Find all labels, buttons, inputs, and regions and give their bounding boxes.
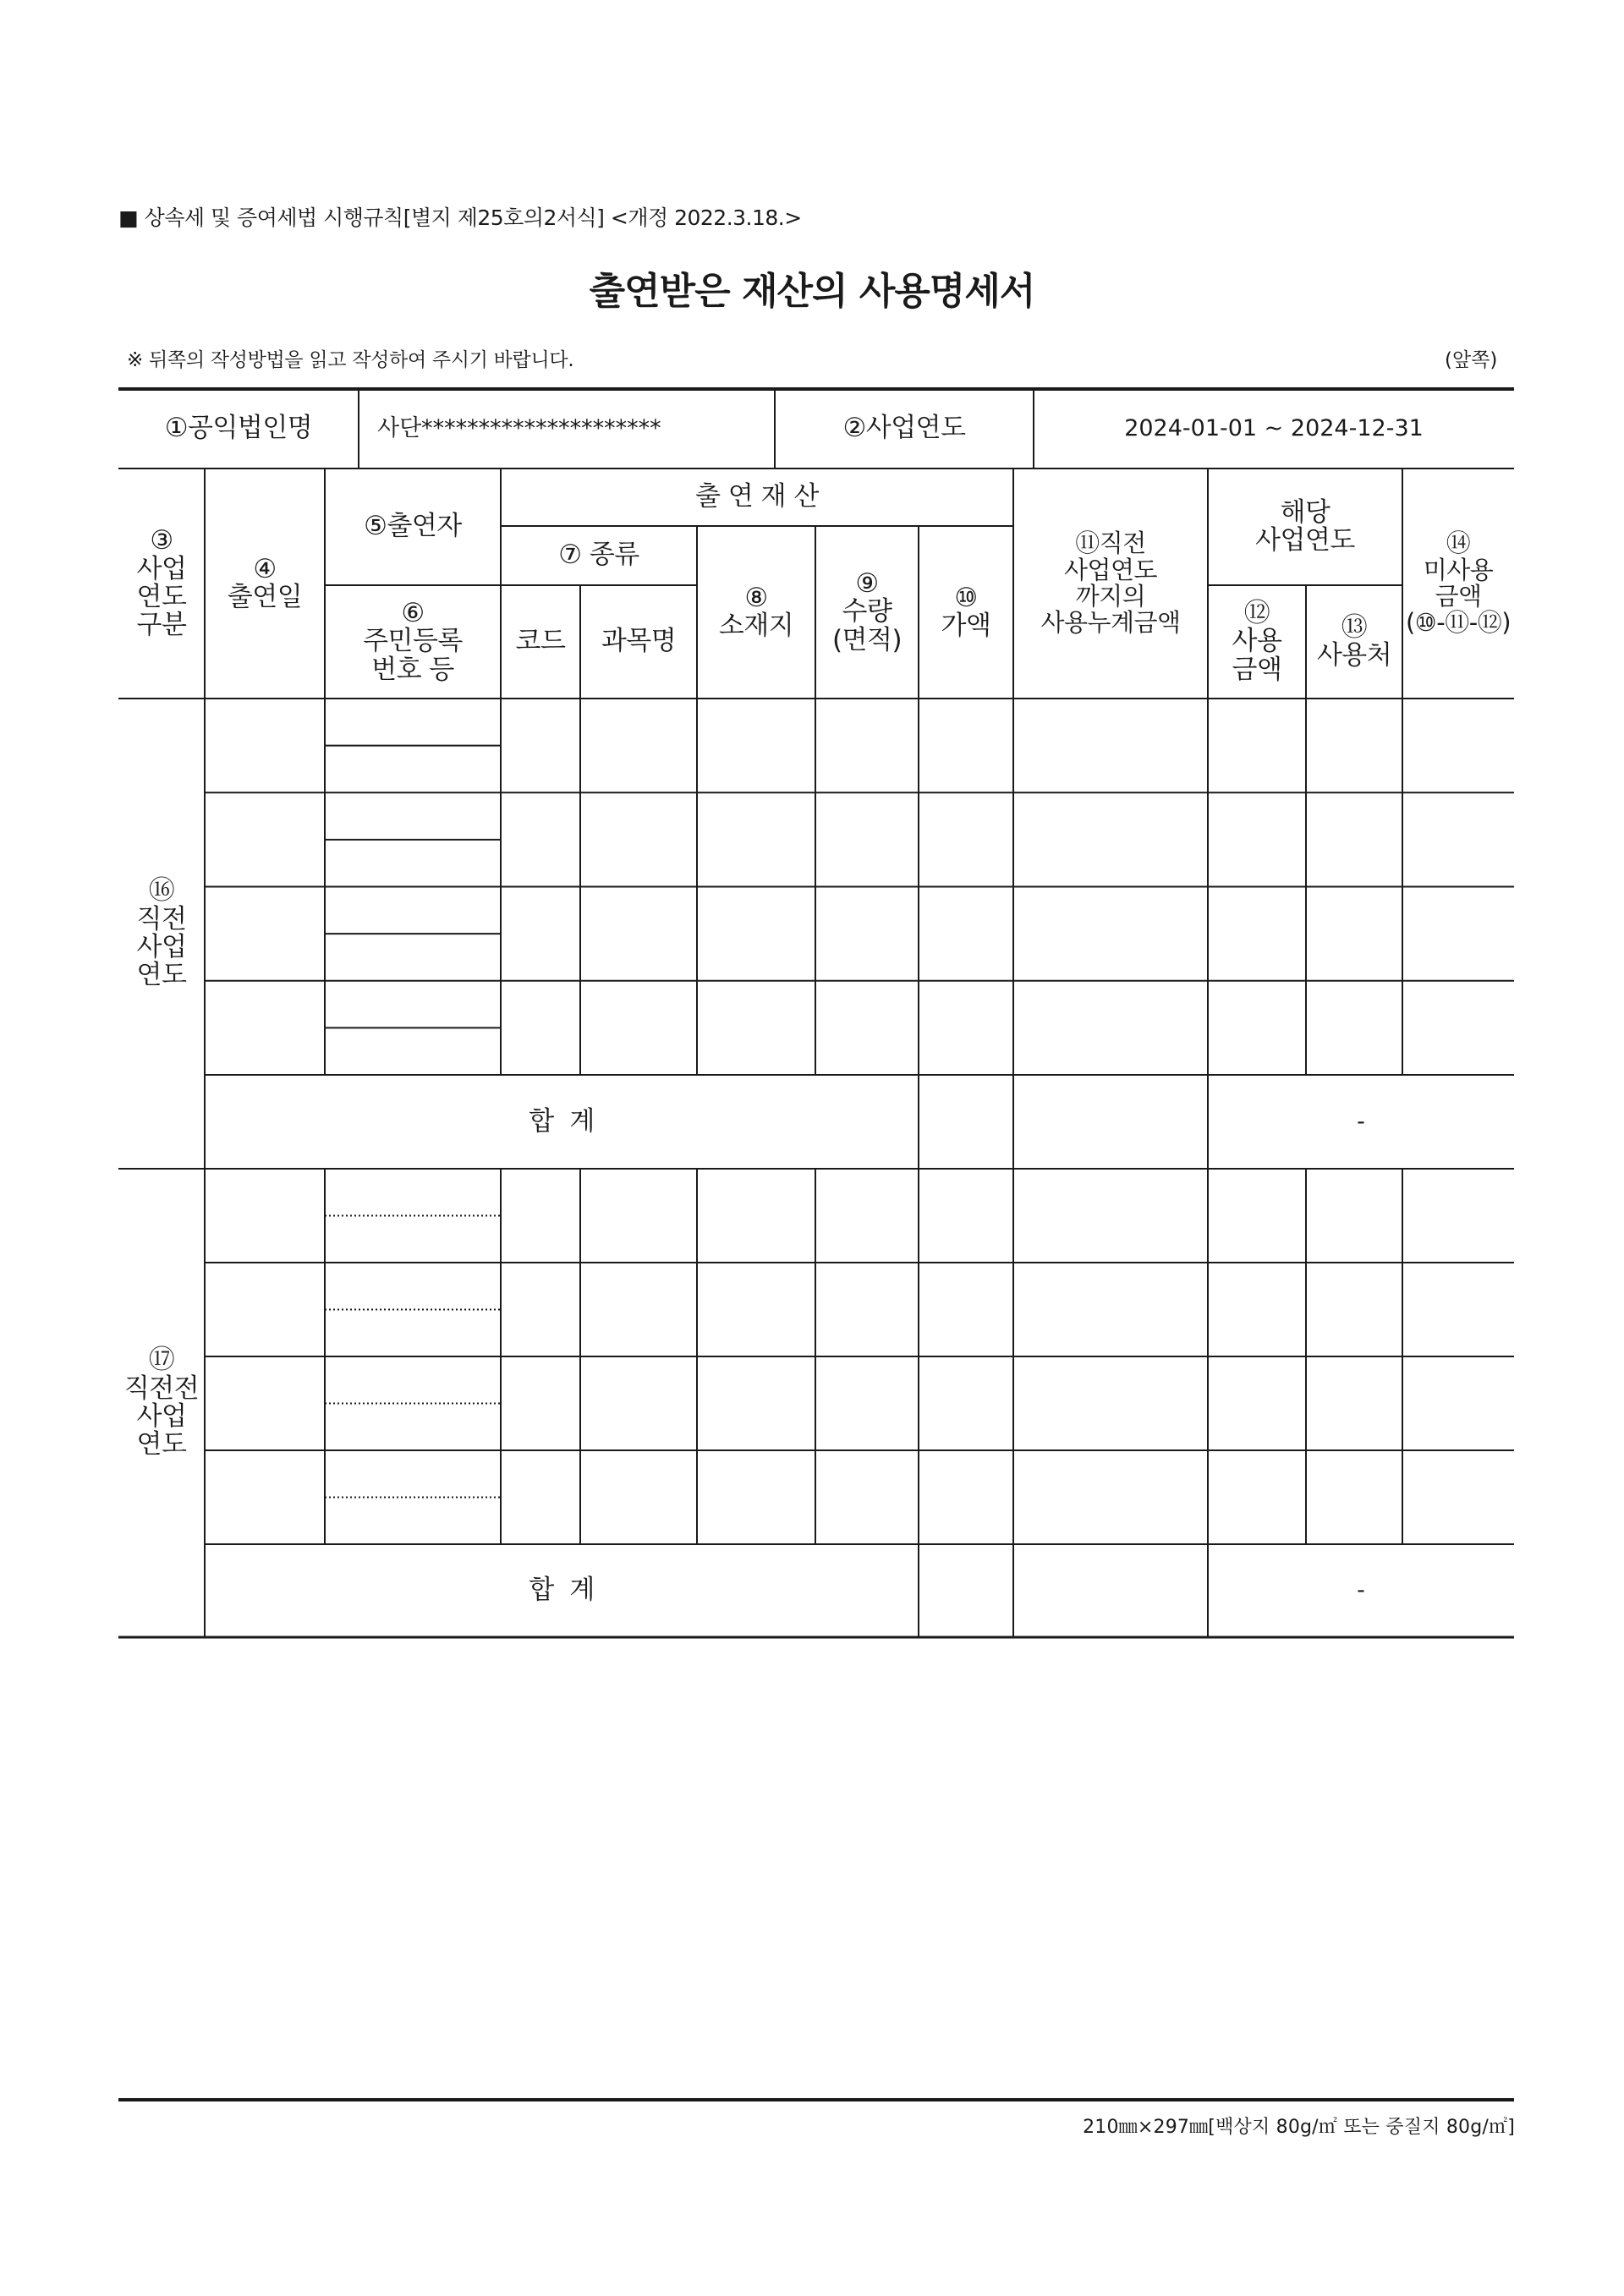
document-title: 출연받은 재산의 사용명세서 [589, 270, 1035, 313]
section-prior-year-total-label: 합 계 [529, 1105, 595, 1137]
header-used-for: ⑬ 사용처 [1316, 611, 1392, 671]
header-unused-amount: ⑭ 미사용 금액 (⑩-⑪-⑫) [1405, 529, 1512, 638]
header-contribution-date: ④ 출연일 [227, 553, 303, 612]
section-prior-year-total-unused[interactable]: - [1357, 1108, 1365, 1135]
section-prior-year-label: ⑯ 직전 사업 연도 [136, 875, 187, 991]
header-value: ⑩ 가액 [941, 582, 991, 641]
page-side-label: (앞쪽) [1445, 349, 1498, 371]
header-amount-used: ⑫ 사용 금액 [1232, 597, 1282, 685]
header-prior-cumulative-use: ⑪직전 사업연도 까지의 사용누계금액 [1040, 529, 1181, 638]
corp-name-value[interactable]: 사단********************* [377, 415, 661, 442]
header-resident-number: ⑥ 주민등록 번호 등 [363, 597, 463, 685]
header-quantity: ⑨ 수량 (면적) [831, 567, 903, 655]
corp-name-label: ①공익법인명 [164, 413, 313, 444]
biz-year-label: ②사업연도 [842, 413, 966, 444]
header-contributor: ⑤출연자 [364, 511, 462, 542]
header-year-division: ③ 사업 연도 구분 [136, 525, 187, 641]
law-reference: ■ 상속세 및 증여세법 시행규칙[별지 제25호의2서식] <개정 2022.3.18.> [118, 205, 802, 230]
paper-spec: 210㎜×297㎜[백상지 80g/㎡ 또는 중질지 80g/㎡] [1083, 2117, 1515, 2138]
header-contributed-property: 출 연 재 산 [695, 481, 819, 512]
header-code: 코드 [515, 626, 566, 657]
instruction-note: ※ 뒤쪽의 작성방법을 읽고 작성하여 주시기 바랍니다. [127, 349, 574, 371]
biz-year-value[interactable]: 2024-01-01 ~ 2024-12-31 [1124, 415, 1424, 442]
header-subject-name: 과목명 [601, 626, 677, 657]
header-type: ⑦ 종류 [558, 540, 639, 571]
header-current-year: 해당 사업연도 [1255, 496, 1355, 556]
section-year-before-prior-total-unused[interactable]: - [1357, 1577, 1365, 1604]
section-year-before-prior-total-label: 합 계 [529, 1575, 595, 1606]
section-year-before-prior-label: ⑰ 직전전 사업 연도 [123, 1345, 200, 1460]
header-location: ⑧ 소재지 [718, 582, 794, 641]
